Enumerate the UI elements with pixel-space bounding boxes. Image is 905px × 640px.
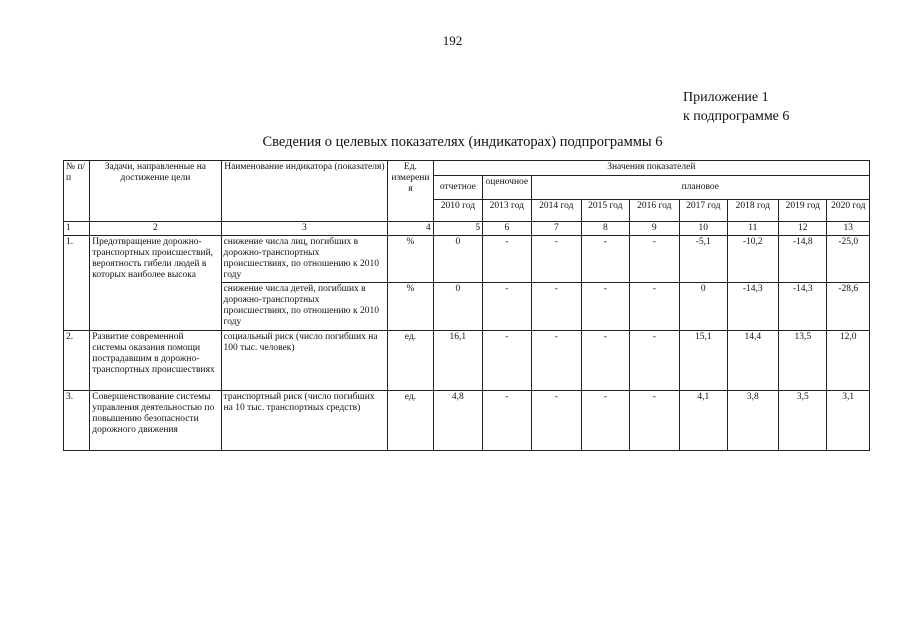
header-values: Значения показателей (433, 161, 869, 176)
row-no: 1. (64, 236, 90, 331)
header-year: 2015 год (582, 200, 629, 222)
row-value: - (582, 283, 629, 331)
document-title: Сведения о целевых показателях (индикаторах) подпрограммы 6 (262, 134, 663, 150)
row-no: 3. (64, 391, 90, 451)
header-year: 2017 год (680, 200, 727, 222)
row-task: Предотвращение дорожно-транспортных происшествий, вероятность гибели людей в которых наиболее высока (90, 236, 221, 331)
row-value: - (582, 236, 629, 283)
row-indicator: социальный риск (число погибших на 100 тыс. человек) (221, 331, 388, 391)
row-value: -28,6 (827, 283, 870, 331)
row-unit: % (388, 236, 433, 283)
row-value: -25,0 (827, 236, 870, 283)
header-unit: Ед. измерения (388, 161, 433, 222)
col-number: 9 (629, 222, 680, 236)
row-unit: % (388, 283, 433, 331)
row-value: 16,1 (433, 331, 482, 391)
header-year: 2018 год (727, 200, 779, 222)
header-planned: плановое (531, 176, 869, 200)
header-year: 2020 год (827, 200, 870, 222)
row-value: 0 (680, 283, 727, 331)
col-number: 4 (388, 222, 433, 236)
row-value: 14,4 (727, 331, 779, 391)
row-value: - (531, 236, 582, 283)
row-value: - (483, 391, 531, 451)
column-number-row (64, 222, 870, 236)
row-value: - (531, 391, 582, 451)
header-year: 2016 год (629, 200, 680, 222)
row-value: - (582, 391, 629, 451)
row-value: - (629, 391, 680, 451)
row-value: 3,5 (779, 391, 827, 451)
row-indicator: снижение числа лиц, погибших в дорожно-транспортных происшествиях, по отношению к 2010 году (221, 236, 388, 283)
col-number: 11 (727, 222, 779, 236)
col-number: 8 (582, 222, 629, 236)
row-value: 4,8 (433, 391, 482, 451)
row-indicator: транспортный риск (число погибших на 10 тыс. транспортных средств) (221, 391, 388, 451)
row-task: Совершенствование системы управления деятельностью по повышению безопасности дорожного движения (90, 391, 221, 451)
header-indicator: Наименование индикатора (показателя) (221, 161, 388, 222)
row-value: -5,1 (680, 236, 727, 283)
indicators-table (63, 160, 870, 451)
row-value: 4,1 (680, 391, 727, 451)
row-unit: ед. (388, 331, 433, 391)
header-year: 2013 год (483, 200, 531, 222)
row-value: -14,3 (727, 283, 779, 331)
header-year: 2014 год (531, 200, 582, 222)
row-value: - (483, 283, 531, 331)
row-value: - (483, 331, 531, 391)
row-value: - (629, 283, 680, 331)
row-value: - (629, 331, 680, 391)
row-value: - (582, 331, 629, 391)
col-number: 5 (433, 222, 482, 236)
header-no: № п/п (64, 161, 90, 222)
row-value: 0 (433, 283, 482, 331)
col-number: 13 (827, 222, 870, 236)
row-value: 13,5 (779, 331, 827, 391)
row-no: 2. (64, 331, 90, 391)
appendix-line-2: к подпрограмме 6 (683, 109, 790, 124)
col-number: 12 (779, 222, 827, 236)
table-row (64, 331, 870, 391)
row-value: 3,8 (727, 391, 779, 451)
row-task: Развитие современной системы оказания помощи пострадавшим в дорожно-транспортных происшествиях (90, 331, 221, 391)
appendix-note (683, 88, 789, 126)
table-row (64, 391, 870, 451)
row-value: - (531, 283, 582, 331)
row-value: - (531, 331, 582, 391)
col-number: 7 (531, 222, 582, 236)
row-value: -10,2 (727, 236, 779, 283)
header-tasks: Задачи, направленные на достижение цели (90, 161, 221, 222)
col-number: 1 (64, 222, 90, 236)
header-estimated: оценочное (483, 176, 531, 200)
row-unit: ед. (388, 391, 433, 451)
row-value: -14,3 (779, 283, 827, 331)
header-reported: отчетное (433, 176, 482, 200)
col-number: 3 (221, 222, 388, 236)
appendix-line-1: Приложение 1 (683, 90, 769, 105)
table-row (64, 236, 870, 283)
row-value: 12,0 (827, 331, 870, 391)
col-number: 6 (483, 222, 531, 236)
page-number: 192 (442, 33, 463, 48)
row-indicator: снижение числа детей, погибших в дорожно-транспортных происшествиях, по отношению к 2010 году (221, 283, 388, 331)
row-value: 0 (433, 236, 482, 283)
row-value: 3,1 (827, 391, 870, 451)
header-year: 2010 год (433, 200, 482, 222)
col-number: 2 (90, 222, 221, 236)
row-value: -14,8 (779, 236, 827, 283)
header-year: 2019 год (779, 200, 827, 222)
col-number: 10 (680, 222, 727, 236)
row-value: - (629, 236, 680, 283)
row-value: 15,1 (680, 331, 727, 391)
row-value: - (483, 236, 531, 283)
